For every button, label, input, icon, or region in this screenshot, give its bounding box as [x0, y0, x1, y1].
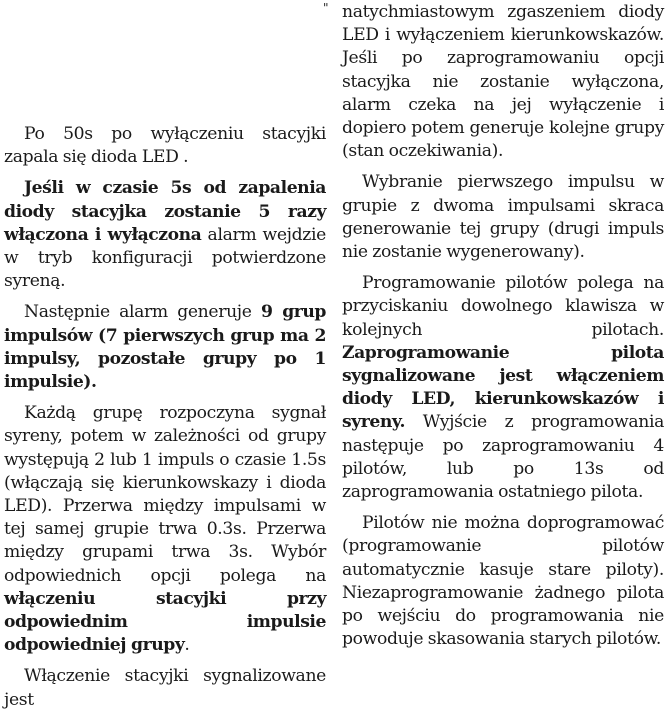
bold-text: Jeśli w czasie 5s od zapalenia diody stacyjka zostanie 5 razy włączona i wyłączona — [4, 178, 326, 245]
paragraph-text: Programowanie pilotów polega na przyciskaniu dowolnego klawisza w kolejnych pilotach. — [342, 273, 664, 340]
paragraph-impulse-groups — [4, 301, 326, 394]
paragraph-text: Każdą grupę rozpoczyna sygnał syreny, potem w zależności od grupy występują 2 lub 1 impuls o czasie 1.5s (włączają się kierunkowskazy i dioda LED). Przerwa między impulsami w tej samej grupie trwa 0.3s. Przerwa między grupami trwa 3s. Wybór odpowiednich opcji polega na — [4, 403, 326, 586]
paragraph-led-on — [4, 123, 326, 169]
left-column — [4, 123, 326, 720]
paragraph-group-timing — [4, 402, 326, 657]
bold-text: włączeniu stacyjki przy odpowiednim impulsie odpowiedniej grupy — [4, 588, 326, 656]
page-edge-mark: " — [323, 1, 329, 15]
paragraph-first-impulse — [342, 171, 664, 264]
bold-text: Zaprogramowanie pilota sygnalizowane jest włączeniem diody LED, kierunkowskazów i syreny. — [342, 342, 664, 433]
paragraph-text: alarm wejdzie w tryb konfiguracji potwierdzone syreną. — [4, 224, 326, 292]
paragraph-text: . — [184, 635, 190, 656]
paragraph-text: Włączenie stacyjki sygnalizowane jest — [4, 666, 326, 710]
paragraph-text: Pilotów nie można doprogramować (programowanie pilotów automatycznie kasuje stare piloty). Niezaprogramowanie żadnego pilota po wejściu do programowania nie powoduje skasowania starych pilotów. — [342, 513, 664, 650]
right-column — [342, 1, 664, 659]
bold-text: 9 grup impulsów (7 pierwszych grup ma 2 impulsy, pozostałe grupy po 1 impulsie). — [4, 302, 326, 393]
paragraph-text: Wybranie pierwszego impulsu w grupie z dwoma impulsami skraca generowanie tej grupy (drugi impuls nie zostanie wygenerowany). — [342, 172, 664, 263]
paragraph-config-entry — [4, 177, 326, 293]
paragraph-text: Po 50s po wyłączeniu stacyjki zapala się dioda LED . — [4, 124, 326, 168]
paragraph-text: natychmiastowym zgaszeniem diody LED i wyłączeniem kierunkowskazów. Jeśli po zaprogramowaniu opcji stacyjka nie zostanie wyłączona, alarm czeka na jej wyłączenie i dopiero potem generuje kolejne grupy (stan oczekiwania). — [342, 2, 664, 162]
paragraph-text: Następnie alarm generuje — [24, 302, 261, 323]
paragraph-text: Wyjście z programowania następuje po zaprogramowaniu 4 pilotów, lub po 13s od zaprogramowania ostatniego pilota. — [342, 412, 664, 503]
paragraph-ignition-signal-cont — [342, 1, 664, 163]
paragraph-remote-reset — [342, 512, 664, 651]
paragraph-remote-programming — [342, 272, 664, 504]
paragraph-ignition-signal — [4, 665, 326, 711]
